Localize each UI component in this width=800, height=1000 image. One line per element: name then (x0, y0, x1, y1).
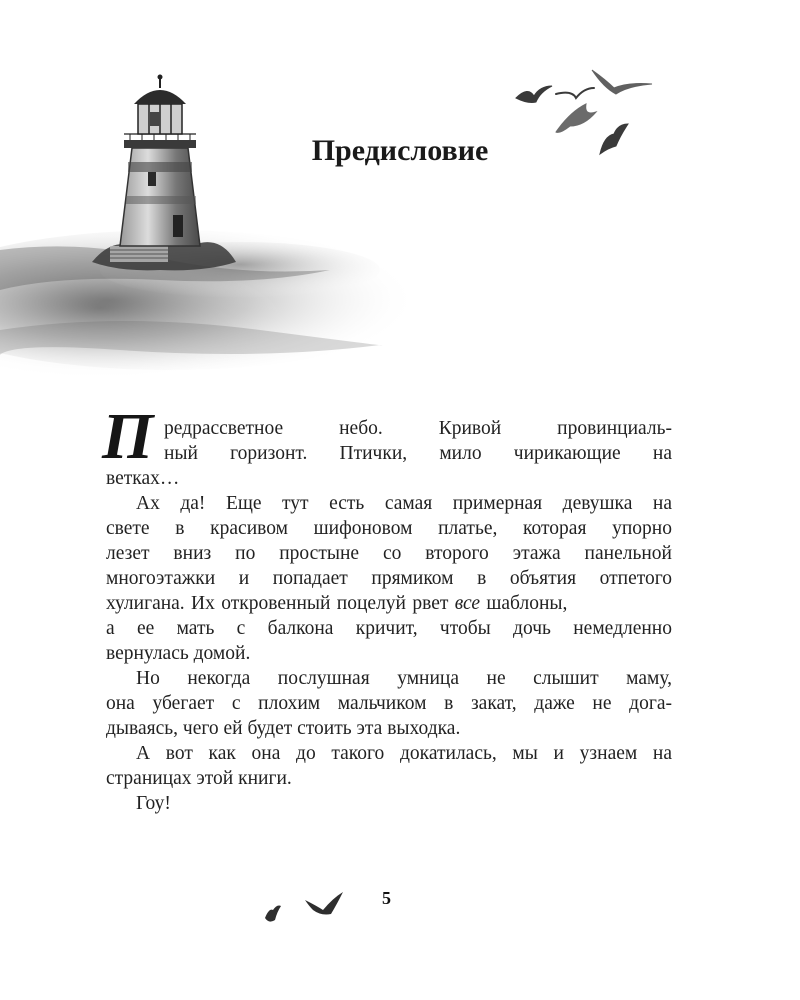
text-line: А вот как она до такого докатилась, мы и узнаем на (136, 743, 672, 764)
text-line: Но некогда послушная умница не слышит маму, (136, 668, 672, 689)
text-line: страницах этой книги. (106, 768, 292, 789)
paragraph-3 (106, 666, 672, 741)
paragraph-5 (106, 791, 672, 816)
emphasized-word: все (454, 593, 481, 614)
text-line: вернулась домой. (106, 643, 251, 664)
text-line: свете в красивом шифоновом платье, которая упорно (106, 518, 672, 539)
text-line: она убегает с плохим мальчиком в закат, даже не дога- (106, 693, 672, 714)
text-segment: хулигана. Их откровенный поцелуй рвет (106, 593, 455, 614)
text-line: Ах да! Еще тут есть самая примерная девушка на (136, 493, 672, 514)
page-title: Предисловие (311, 134, 489, 167)
page-number: 5 (382, 888, 391, 908)
text-line: многоэтажки и попадает прямиком в объятия отпетого (106, 568, 672, 589)
text-line: редрассветное небо. Кривой провинциаль- (164, 418, 672, 439)
text-line: ный горизонт. Птички, мило чирикающие на (164, 443, 672, 464)
drop-cap: П (102, 400, 154, 473)
text-line: лезет вниз по простыне со второго этажа панельной (106, 543, 672, 564)
text-line: а ее мать с балкона кричит, чтобы дочь немедленно (106, 618, 672, 639)
paragraph-2 (106, 491, 672, 666)
seagull-icon (255, 880, 355, 935)
lighthouse-seascape-illustration (0, 0, 800, 420)
text-segment: шаблоны, (480, 593, 568, 614)
text-line (106, 591, 672, 616)
text-line: Гоу! (136, 793, 171, 814)
body-text (102, 400, 672, 816)
paragraph-4 (106, 741, 672, 791)
text-line: ветках… (106, 468, 180, 489)
paragraph-1 (106, 416, 672, 491)
text-line: дываясь, чего ей будет стоить эта выходка. (106, 718, 461, 739)
